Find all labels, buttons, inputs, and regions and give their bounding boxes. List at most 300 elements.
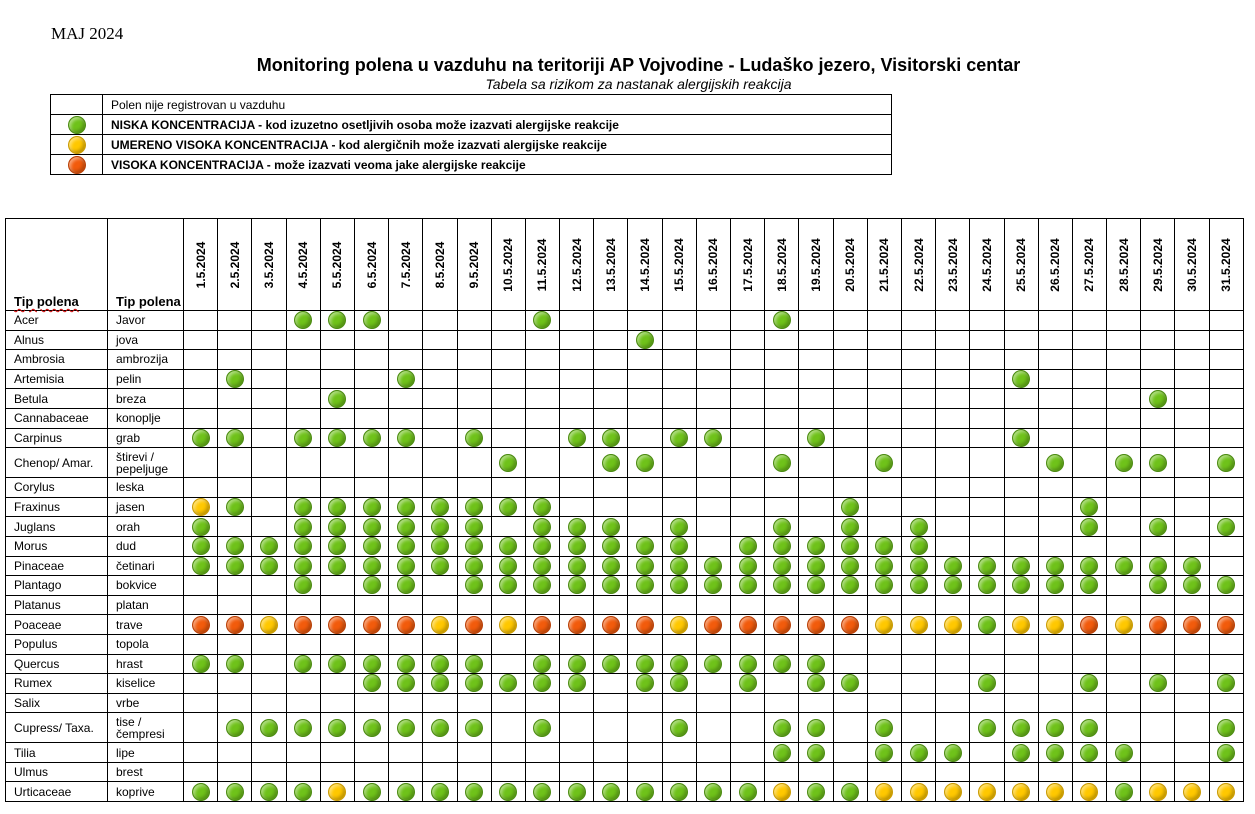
concentration-cell	[970, 478, 1004, 498]
legend-text	[103, 95, 892, 115]
concentration-cell	[457, 762, 491, 782]
concentration-cell	[286, 556, 320, 576]
concentration-cell	[833, 448, 867, 478]
concentration-dot-icon	[328, 655, 346, 673]
concentration-cell	[867, 556, 901, 576]
concentration-cell	[1072, 654, 1106, 674]
concentration-cell	[423, 556, 457, 576]
concentration-cell	[252, 497, 286, 517]
concentration-cell	[696, 693, 730, 713]
concentration-dot-icon	[1115, 454, 1133, 472]
concentration-cell	[1209, 330, 1243, 350]
date-label: 13.5.2024	[603, 237, 618, 292]
concentration-cell	[901, 782, 935, 802]
concentration-dot-icon	[294, 311, 312, 329]
concentration-dot-icon	[294, 576, 312, 594]
concentration-cell	[320, 497, 354, 517]
concentration-dot-icon	[978, 783, 996, 801]
concentration-dot-icon	[294, 719, 312, 737]
concentration-cell	[765, 576, 799, 596]
concentration-cell	[936, 311, 970, 331]
concentration-cell	[423, 693, 457, 713]
concentration-cell	[560, 556, 594, 576]
concentration-cell	[1004, 448, 1038, 478]
concentration-dot-icon	[602, 783, 620, 801]
concentration-cell	[1004, 556, 1038, 576]
concentration-dot-icon	[499, 576, 517, 594]
concentration-cell	[731, 743, 765, 763]
concentration-cell	[1175, 674, 1209, 694]
concentration-cell	[1209, 556, 1243, 576]
concentration-cell	[833, 311, 867, 331]
concentration-dot-icon	[328, 311, 346, 329]
table-row	[6, 350, 1244, 370]
concentration-cell	[901, 389, 935, 409]
pollen-local-name: Javor	[108, 311, 184, 331]
concentration-cell	[628, 389, 662, 409]
concentration-dot-icon	[328, 518, 346, 536]
concentration-cell	[457, 369, 491, 389]
concentration-cell	[970, 556, 1004, 576]
concentration-dot-icon	[568, 557, 586, 575]
concentration-cell	[218, 782, 252, 802]
concentration-cell	[628, 634, 662, 654]
concentration-dot-icon	[363, 674, 381, 692]
concentration-dot-icon	[568, 655, 586, 673]
concentration-dot-icon	[1012, 719, 1030, 737]
concentration-cell	[1072, 762, 1106, 782]
concentration-dot-icon	[1080, 719, 1098, 737]
concentration-cell	[696, 634, 730, 654]
concentration-cell	[970, 330, 1004, 350]
concentration-cell	[628, 369, 662, 389]
concentration-dot-icon	[807, 655, 825, 673]
pollen-local-name: platan	[108, 595, 184, 615]
concentration-cell	[286, 497, 320, 517]
concentration-cell	[423, 762, 457, 782]
date-label: 12.5.2024	[569, 237, 584, 292]
date-label: 5.5.2024	[330, 241, 345, 288]
concentration-dot-icon	[1217, 744, 1235, 762]
concentration-cell	[833, 595, 867, 615]
date-header	[936, 219, 970, 311]
concentration-cell	[491, 615, 525, 635]
legend-description: - kod izuzetno osetljivih osoba može izazvati alergijske reakcije	[254, 117, 619, 132]
concentration-dot-icon	[636, 674, 654, 692]
concentration-dot-icon	[602, 537, 620, 555]
concentration-cell	[218, 556, 252, 576]
concentration-cell	[1107, 576, 1141, 596]
concentration-cell	[354, 536, 388, 556]
concentration-cell	[833, 762, 867, 782]
concentration-cell	[628, 762, 662, 782]
concentration-cell	[1072, 408, 1106, 428]
concentration-cell	[491, 654, 525, 674]
concentration-cell	[867, 615, 901, 635]
concentration-cell	[1004, 350, 1038, 370]
legend-description: Polen nije registrovan u vazduhu	[111, 97, 286, 112]
concentration-cell	[252, 389, 286, 409]
concentration-cell	[799, 428, 833, 448]
concentration-cell	[731, 389, 765, 409]
concentration-cell	[1072, 478, 1106, 498]
concentration-cell	[833, 576, 867, 596]
date-label: 19.5.2024	[808, 237, 823, 292]
concentration-cell	[867, 713, 901, 743]
concentration-cell	[389, 389, 423, 409]
concentration-cell	[354, 517, 388, 537]
concentration-dot-icon	[1217, 454, 1235, 472]
pollen-latin-name: Tilia	[6, 743, 108, 763]
concentration-cell	[354, 576, 388, 596]
concentration-cell	[1004, 408, 1038, 428]
concentration-cell	[1038, 478, 1072, 498]
concentration-cell	[1209, 634, 1243, 654]
concentration-cell	[184, 536, 218, 556]
concentration-dot-icon	[875, 557, 893, 575]
concentration-cell	[1038, 693, 1072, 713]
concentration-cell	[252, 311, 286, 331]
concentration-cell	[1141, 311, 1175, 331]
concentration-dot-icon	[1115, 744, 1133, 762]
concentration-dot-icon	[1217, 576, 1235, 594]
date-label: 9.5.2024	[467, 241, 482, 288]
concentration-cell	[731, 615, 765, 635]
concentration-cell	[833, 517, 867, 537]
concentration-cell	[389, 713, 423, 743]
date-label: 30.5.2024	[1185, 237, 1200, 292]
concentration-cell	[1004, 634, 1038, 654]
concentration-cell	[252, 693, 286, 713]
concentration-dot-icon	[670, 783, 688, 801]
concentration-dot-icon	[1217, 719, 1235, 737]
concentration-cell	[320, 428, 354, 448]
concentration-cell	[1141, 654, 1175, 674]
pollen-latin-name: Ulmus	[6, 762, 108, 782]
concentration-cell	[1072, 311, 1106, 331]
table-row	[6, 615, 1244, 635]
concentration-dot-icon	[533, 576, 551, 594]
concentration-dot-icon	[1115, 616, 1133, 634]
concentration-cell	[252, 350, 286, 370]
pollen-local-name: kiselice	[108, 674, 184, 694]
concentration-cell	[696, 350, 730, 370]
concentration-cell	[320, 576, 354, 596]
concentration-cell	[389, 428, 423, 448]
concentration-cell	[320, 517, 354, 537]
concentration-dot-icon	[1080, 783, 1098, 801]
concentration-cell	[184, 713, 218, 743]
concentration-cell	[525, 674, 559, 694]
concentration-cell	[799, 595, 833, 615]
concentration-cell	[1004, 330, 1038, 350]
concentration-cell	[1107, 311, 1141, 331]
date-header	[1004, 219, 1038, 311]
concentration-cell	[525, 369, 559, 389]
concentration-cell	[867, 448, 901, 478]
concentration-cell	[936, 448, 970, 478]
concentration-cell	[525, 428, 559, 448]
concentration-dot-icon	[773, 311, 791, 329]
date-header	[491, 219, 525, 311]
concentration-dot-icon	[807, 429, 825, 447]
concentration-cell	[184, 595, 218, 615]
concentration-dot-icon	[739, 537, 757, 555]
concentration-cell	[696, 478, 730, 498]
concentration-cell	[936, 634, 970, 654]
concentration-cell	[389, 782, 423, 802]
concentration-cell	[218, 536, 252, 556]
concentration-cell	[696, 743, 730, 763]
concentration-dot-icon	[363, 557, 381, 575]
date-header	[1107, 219, 1141, 311]
pollen-latin-name: Chenop/ Amar.	[6, 448, 108, 478]
concentration-cell	[354, 350, 388, 370]
legend-description: - može izazvati veoma jake alergijske reakcije	[263, 157, 526, 172]
concentration-cell	[354, 674, 388, 694]
concentration-dot-icon	[363, 429, 381, 447]
concentration-cell	[628, 428, 662, 448]
concentration-cell	[594, 350, 628, 370]
concentration-cell	[560, 615, 594, 635]
concentration-cell	[423, 743, 457, 763]
concentration-cell	[560, 713, 594, 743]
table-row	[6, 330, 1244, 350]
concentration-cell	[833, 350, 867, 370]
concentration-cell	[525, 350, 559, 370]
table-row	[6, 389, 1244, 409]
concentration-cell	[594, 674, 628, 694]
concentration-dot-icon	[841, 557, 859, 575]
date-header	[833, 219, 867, 311]
pollen-local-name: bokvice	[108, 576, 184, 596]
concentration-cell	[491, 782, 525, 802]
concentration-dot-icon	[910, 576, 928, 594]
concentration-cell	[286, 576, 320, 596]
concentration-cell	[457, 330, 491, 350]
concentration-cell	[389, 762, 423, 782]
concentration-cell	[901, 556, 935, 576]
concentration-cell	[457, 615, 491, 635]
concentration-dot-icon	[568, 783, 586, 801]
concentration-cell	[594, 369, 628, 389]
concentration-cell	[252, 448, 286, 478]
concentration-cell	[696, 654, 730, 674]
concentration-cell	[286, 743, 320, 763]
concentration-cell	[1072, 497, 1106, 517]
concentration-cell	[696, 311, 730, 331]
concentration-cell	[799, 478, 833, 498]
concentration-cell	[389, 330, 423, 350]
concentration-cell	[867, 311, 901, 331]
concentration-cell	[320, 536, 354, 556]
concentration-cell	[286, 615, 320, 635]
concentration-dot-icon	[226, 370, 244, 388]
legend-text	[103, 115, 892, 135]
concentration-dot-icon	[910, 744, 928, 762]
concentration-cell	[389, 595, 423, 615]
pollen-local-name: lipe	[108, 743, 184, 763]
concentration-dot-icon	[465, 719, 483, 737]
concentration-cell	[765, 782, 799, 802]
concentration-cell	[765, 654, 799, 674]
concentration-dot-icon	[875, 744, 893, 762]
concentration-dot-icon	[568, 537, 586, 555]
concentration-dot-icon	[397, 655, 415, 673]
concentration-cell	[1004, 693, 1038, 713]
concentration-cell	[936, 595, 970, 615]
table-row	[6, 408, 1244, 428]
pollen-local-name: vrbe	[108, 693, 184, 713]
concentration-cell	[491, 311, 525, 331]
concentration-cell	[1038, 536, 1072, 556]
concentration-cell	[491, 634, 525, 654]
concentration-dot-icon	[636, 783, 654, 801]
concentration-dot-icon	[773, 783, 791, 801]
pollen-latin-name: Populus	[6, 634, 108, 654]
concentration-cell	[252, 428, 286, 448]
concentration-dot-icon	[397, 429, 415, 447]
pollen-latin-name: Salix	[6, 693, 108, 713]
concentration-cell	[970, 389, 1004, 409]
concentration-dot-icon	[670, 429, 688, 447]
pollen-latin-name: Acer	[6, 311, 108, 331]
legend-symbol	[51, 155, 103, 175]
concentration-cell	[765, 536, 799, 556]
concentration-dot-icon	[670, 557, 688, 575]
concentration-dot-icon	[1046, 576, 1064, 594]
concentration-cell	[286, 478, 320, 498]
concentration-cell	[525, 595, 559, 615]
concentration-cell	[799, 536, 833, 556]
concentration-cell	[833, 330, 867, 350]
concentration-cell	[184, 330, 218, 350]
pollen-local-name: breza	[108, 389, 184, 409]
concentration-dot-icon	[363, 655, 381, 673]
concentration-dot-icon	[431, 616, 449, 634]
concentration-dot-icon	[499, 537, 517, 555]
date-label: 14.5.2024	[638, 237, 653, 292]
concentration-dot-icon	[841, 783, 859, 801]
concentration-cell	[389, 674, 423, 694]
concentration-cell	[594, 615, 628, 635]
concentration-cell	[457, 428, 491, 448]
concentration-cell	[184, 762, 218, 782]
concentration-dot-icon	[1183, 616, 1201, 634]
concentration-dot-icon	[670, 537, 688, 555]
concentration-cell	[901, 311, 935, 331]
concentration-cell	[970, 693, 1004, 713]
page-subtitle: Tabela sa rizikom za nastanak alergijskih reakcija	[485, 76, 792, 92]
concentration-dot-icon	[1012, 557, 1030, 575]
concentration-cell	[628, 674, 662, 694]
concentration-cell	[867, 536, 901, 556]
concentration-cell	[389, 576, 423, 596]
concentration-dot-icon	[944, 783, 962, 801]
concentration-cell	[970, 634, 1004, 654]
concentration-cell	[1141, 408, 1175, 428]
concentration-cell	[1107, 615, 1141, 635]
concentration-cell	[1175, 478, 1209, 498]
legend-level-label: NISKA KONCENTRACIJA	[111, 117, 255, 132]
concentration-cell	[354, 595, 388, 615]
month-label: MAJ 2024	[51, 24, 124, 43]
concentration-cell	[867, 576, 901, 596]
concentration-dot-icon	[670, 719, 688, 737]
concentration-cell	[662, 674, 696, 694]
concentration-dot-icon	[397, 783, 415, 801]
concentration-cell	[696, 782, 730, 802]
date-label: 20.5.2024	[843, 237, 858, 292]
concentration-dot-icon	[773, 744, 791, 762]
concentration-cell	[731, 369, 765, 389]
concentration-cell	[799, 634, 833, 654]
concentration-dot-icon	[739, 674, 757, 692]
concentration-cell	[696, 330, 730, 350]
concentration-cell	[252, 782, 286, 802]
concentration-cell	[1141, 428, 1175, 448]
concentration-dot-icon	[499, 498, 517, 516]
concentration-cell	[662, 654, 696, 674]
table-row	[6, 634, 1244, 654]
table-row	[6, 478, 1244, 498]
concentration-cell	[662, 536, 696, 556]
concentration-dot-icon	[465, 783, 483, 801]
concentration-cell	[560, 330, 594, 350]
concentration-cell	[525, 762, 559, 782]
pollen-local-name: četinari	[108, 556, 184, 576]
concentration-cell	[1107, 713, 1141, 743]
concentration-cell	[286, 517, 320, 537]
concentration-cell	[662, 595, 696, 615]
concentration-cell	[1209, 782, 1243, 802]
concentration-cell	[970, 408, 1004, 428]
concentration-dot-icon	[1046, 783, 1064, 801]
concentration-cell	[1072, 428, 1106, 448]
concentration-dot-icon	[602, 616, 620, 634]
concentration-cell	[696, 536, 730, 556]
concentration-cell	[970, 654, 1004, 674]
concentration-cell	[1107, 782, 1141, 802]
concentration-cell	[491, 478, 525, 498]
concentration-cell	[731, 556, 765, 576]
date-header	[1209, 219, 1243, 311]
concentration-cell	[1175, 576, 1209, 596]
concentration-cell	[286, 762, 320, 782]
date-label: 24.5.2024	[979, 237, 994, 292]
pollen-latin-name: Fraxinus	[6, 497, 108, 517]
concentration-dot-icon	[68, 116, 86, 134]
concentration-cell	[491, 536, 525, 556]
concentration-cell	[525, 654, 559, 674]
concentration-dot-icon	[1217, 518, 1235, 536]
concentration-cell	[1072, 330, 1106, 350]
concentration-cell	[286, 782, 320, 802]
concentration-cell	[286, 674, 320, 694]
date-header	[525, 219, 559, 311]
concentration-cell	[457, 478, 491, 498]
concentration-cell	[525, 782, 559, 802]
concentration-cell	[867, 674, 901, 694]
concentration-cell	[1141, 615, 1175, 635]
concentration-cell	[936, 576, 970, 596]
concentration-dot-icon	[533, 674, 551, 692]
concentration-dot-icon	[1046, 616, 1064, 634]
concentration-cell	[457, 556, 491, 576]
concentration-cell	[252, 595, 286, 615]
concentration-cell	[1209, 517, 1243, 537]
concentration-cell	[491, 762, 525, 782]
